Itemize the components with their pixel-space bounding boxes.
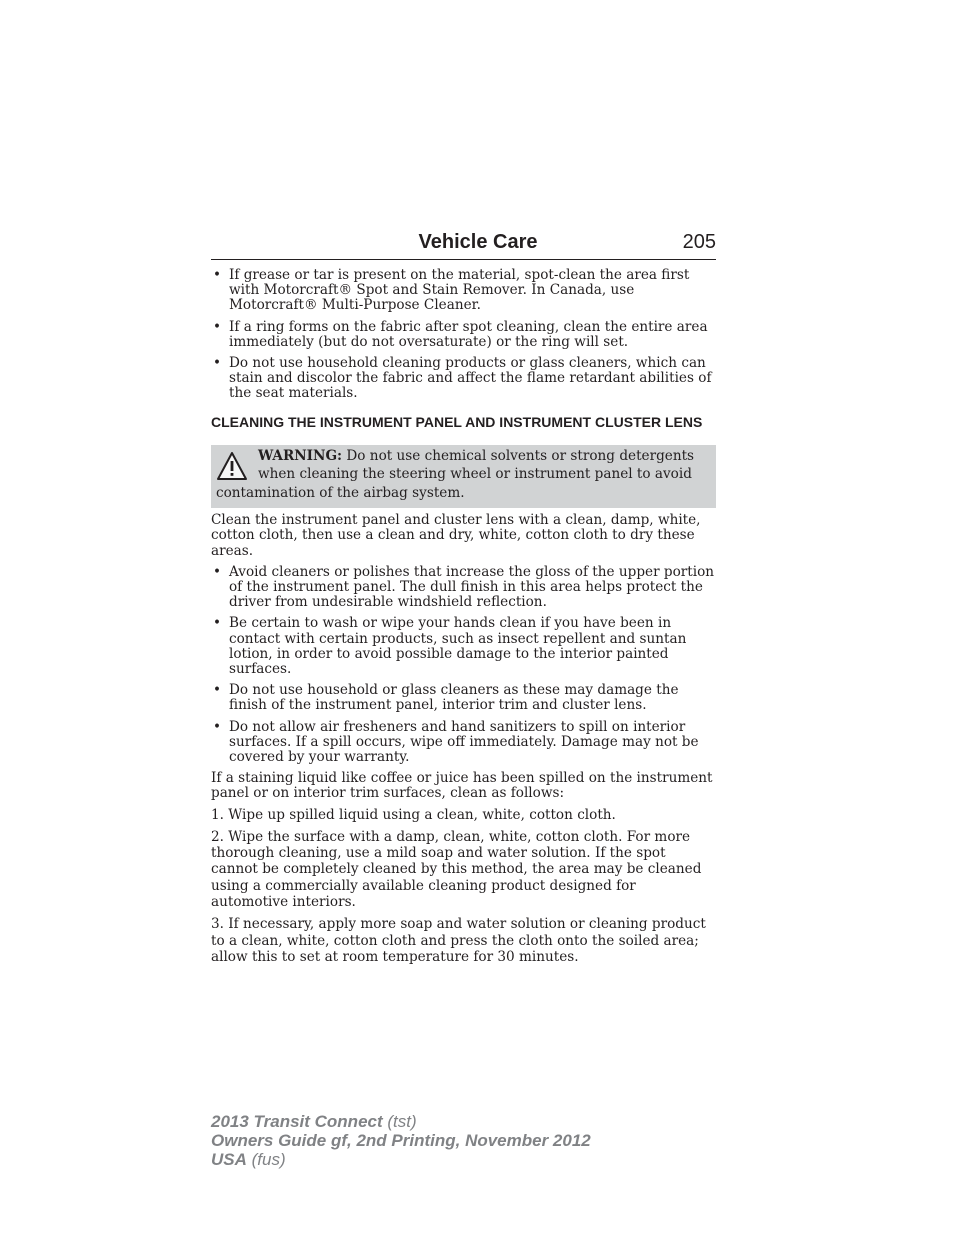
warning-label: WARNING: bbox=[258, 447, 343, 464]
list-item: • If grease or tar is present on the material, spot-clean the area first with Motorcraft® Spot and Stain Remover. In Canada, use Motorcraft® Multi-Purpose Cleaner. bbox=[211, 268, 716, 314]
page-number: 205 bbox=[682, 231, 716, 253]
footer-model-code: (tst) bbox=[387, 1112, 417, 1131]
list-item: • If a ring forms on the fabric after spot cleaning, clean the entire area immediately (but do not oversaturate) or the ring will set. bbox=[211, 320, 716, 350]
list-item: • Do not use household cleaning products or glass cleaners, which can stain and discolor the fabric and affect the flame retardant abilities of the seat materials. bbox=[211, 356, 716, 402]
page-header bbox=[211, 229, 716, 260]
footer-market-code: (fus) bbox=[251, 1150, 286, 1169]
step-3: 3. If necessary, apply more soap and water solution or cleaning product to a clean, white, cotton cloth and press the cloth onto the soiled area; allow this to set at room temperature for 30 minutes. bbox=[211, 916, 706, 965]
list-item: • Do not use household or glass cleaners as these may damage the finish of the instrument panel, interior trim and cluster lens. bbox=[211, 683, 716, 713]
warning-text: Do not use chemical solvents or strong detergents when cleaning the steering wheel or instrument panel to avoid contamination of the airbag system. bbox=[216, 447, 695, 501]
spill-intro-paragraph: If a staining liquid like coffee or juice has been spilled on the instrument panel or on interior trim surfaces, clean as follows: bbox=[211, 770, 713, 802]
footer-model: 2013 Transit Connect bbox=[211, 1112, 383, 1131]
bullet-list-fabric bbox=[211, 268, 716, 402]
section-title: Vehicle Care bbox=[418, 231, 538, 253]
page-content bbox=[211, 268, 716, 965]
footer-market-line bbox=[211, 1150, 591, 1169]
step-2: 2. Wipe the surface with a damp, clean, white, cotton cloth. For more thorough cleaning, use a mild soap and water solution. If the spot cannot be completely cleaned by this method, the area may be cleaned using a commercially available cleaning product designed for automotive interiors. bbox=[211, 828, 702, 910]
warning-box bbox=[211, 445, 716, 509]
section-heading: CLEANING THE INSTRUMENT PANEL AND INSTRUMENT CLUSTER LENS bbox=[211, 413, 703, 430]
bullet-list-panel bbox=[211, 565, 716, 765]
intro-paragraph: Clean the instrument panel and cluster lens with a clean, damp, white, cotton cloth, then use a clean and dry, white, cotton cloth to dry these areas. bbox=[211, 512, 701, 559]
warning-triangle-icon bbox=[216, 450, 248, 482]
footer-guide-line bbox=[211, 1131, 591, 1150]
footer-guide: Owners Guide gf, 2nd Printing, November 2012 bbox=[211, 1131, 591, 1150]
footer-model-line bbox=[211, 1112, 591, 1131]
list-item: • Avoid cleaners or polishes that increase the gloss of the upper portion of the instrument panel. The dull finish in this area helps protect the driver from undesirable windshield reflection. bbox=[211, 565, 716, 611]
footer-market: USA bbox=[211, 1150, 247, 1169]
list-item: • Do not allow air fresheners and hand sanitizers to spill on interior surfaces. If a spill occurs, wipe off immediately. Damage may not be covered by your warranty. bbox=[211, 720, 716, 766]
list-item: • Be certain to wash or wipe your hands clean if you have been in contact with certain products, such as insect repellent and suntan lotion, in order to avoid possible damage to the interior painted surfaces. bbox=[211, 616, 716, 677]
step-1: 1. Wipe up spilled liquid using a clean, white, cotton cloth. bbox=[211, 806, 616, 823]
page-footer bbox=[211, 1112, 591, 1169]
